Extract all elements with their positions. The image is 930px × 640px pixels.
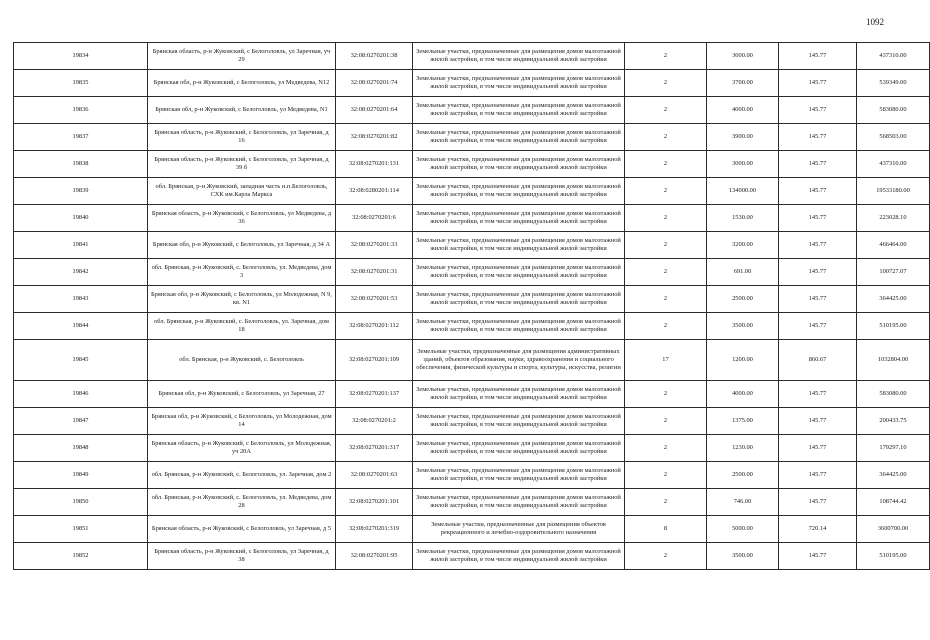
use-code-cell: 2: [625, 124, 707, 151]
area-cell: 2500.00: [707, 286, 779, 313]
row-number-cell: 19835: [14, 70, 148, 97]
row-number-cell: 19834: [14, 43, 148, 70]
row-number-cell: 19852: [14, 543, 148, 570]
cadastral-number-cell: 32:08:0270201:74: [336, 70, 413, 97]
area-cell: 3500.00: [707, 543, 779, 570]
cadastral-number-cell: 32:08:0270201:319: [336, 516, 413, 543]
page-number: 1092: [866, 17, 884, 27]
address-cell: Брянская обл, р-н Жуковский, с Белоголовль, ул Молодежная, дом 14: [148, 408, 336, 435]
area-cell: 4000.00: [707, 381, 779, 408]
address-cell: Брянская обл, р-н Жуковский, с Белоголовль, ул Заречная, д 34 А: [148, 232, 336, 259]
use-code-cell: 2: [625, 151, 707, 178]
rate-cell: 720.14: [779, 516, 857, 543]
rate-cell: 145.77: [779, 462, 857, 489]
address-cell: Брянская область, р-н Жуковский, с Белоголовль, ул Заречная, д 38: [148, 543, 336, 570]
table-row: [14, 462, 930, 489]
cadastral-number-cell: 32:08:0270201:82: [336, 124, 413, 151]
row-number-cell: 19842: [14, 259, 148, 286]
land-use-cell: Земельные участки, предназначенные для размещения домов малоэтажной жилой застройки, в том числе индивидуальной жилой застройки: [413, 381, 625, 408]
use-code-cell: 2: [625, 408, 707, 435]
row-number-cell: 19849: [14, 462, 148, 489]
table-body: [14, 43, 930, 570]
land-use-cell: Земельные участки, предназначенные для размещения домов малоэтажной жилой застройки, в том числе индивидуальной жилой застройки: [413, 43, 625, 70]
rate-cell: 145.77: [779, 313, 857, 340]
table-row: [14, 70, 930, 97]
land-use-cell: Земельные участки, предназначенные для размещения объектов рекреационного и лечебно-оздоровительного назначения: [413, 516, 625, 543]
address-cell: Брянская обл, р-н Жуковский, с Белоголовль, ул Молодежная, N 9, кв. N1: [148, 286, 336, 313]
area-cell: 3900.00: [707, 124, 779, 151]
cadastral-value-cell: 568503.00: [857, 124, 930, 151]
address-cell: Брянская обл, р-н Жуковский, с Белоголовль, ул Медведева, N12: [148, 70, 336, 97]
cadastral-number-cell: 32:08:0270201:31: [336, 259, 413, 286]
row-number-cell: 19840: [14, 205, 148, 232]
cadastral-number-cell: 32:08:0270201:109: [336, 340, 413, 381]
address-cell: обл. Брянская, р-н Жуковский, с. Белоголовль, ул. Медведева, дом 28: [148, 489, 336, 516]
cadastral-number-cell: 32:08:0270201:33: [336, 232, 413, 259]
row-number-cell: 19848: [14, 435, 148, 462]
table-row: [14, 286, 930, 313]
row-number-cell: 19847: [14, 408, 148, 435]
table-row: [14, 97, 930, 124]
use-code-cell: 2: [625, 205, 707, 232]
rate-cell: 145.77: [779, 178, 857, 205]
table-row: [14, 124, 930, 151]
table-row: [14, 313, 930, 340]
address-cell: Брянская область, р-н Жуковский, с Белоголовль, ул Заречная, д 5: [148, 516, 336, 543]
address-cell: обл. Брянская, р-н Жуковский, с. Белоголовль, ул. Заречная, дом 18: [148, 313, 336, 340]
rate-cell: 145.77: [779, 408, 857, 435]
area-cell: 1200.00: [707, 340, 779, 381]
row-number-cell: 19850: [14, 489, 148, 516]
land-use-cell: Земельные участки, предназначенные для размещения домов малоэтажной жилой застройки, в том числе индивидуальной жилой застройки: [413, 205, 625, 232]
use-code-cell: 2: [625, 259, 707, 286]
cadastral-value-cell: 437310.00: [857, 151, 930, 178]
area-cell: 3500.00: [707, 313, 779, 340]
table-row: [14, 408, 930, 435]
land-use-cell: Земельные участки, предназначенные для размещения домов малоэтажной жилой застройки, в том числе индивидуальной жилой застройки: [413, 232, 625, 259]
rate-cell: 145.77: [779, 205, 857, 232]
land-use-cell: Земельные участки, предназначенные для размещения домов малоэтажной жилой застройки, в том числе индивидуальной жилой застройки: [413, 259, 625, 286]
area-cell: 746.00: [707, 489, 779, 516]
area-cell: 3200.00: [707, 232, 779, 259]
cadastral-number-cell: 32:08:0270201:112: [336, 313, 413, 340]
land-use-cell: Земельные участки, предназначенные для размещения домов малоэтажной жилой застройки, в том числе индивидуальной жилой застройки: [413, 489, 625, 516]
area-cell: 3700.00: [707, 70, 779, 97]
rate-cell: 145.77: [779, 232, 857, 259]
land-use-cell: Земельные участки, предназначенные для размещения домов малоэтажной жилой застройки, в том числе индивидуальной жилой застройки: [413, 151, 625, 178]
cadastral-value-cell: 510195.00: [857, 313, 930, 340]
land-use-cell: Земельные участки, предназначенные для размещения домов малоэтажной жилой застройки, в том числе индивидуальной жилой застройки: [413, 97, 625, 124]
table-row: [14, 205, 930, 232]
cadastral-value-cell: 179297.10: [857, 435, 930, 462]
cadastral-value-cell: 539349.00: [857, 70, 930, 97]
land-use-cell: Земельные участки, предназначенные для размещения домов малоэтажной жилой застройки, в том числе индивидуальной жилой застройки: [413, 178, 625, 205]
cadastral-number-cell: 32:08:0270201:63: [336, 462, 413, 489]
area-cell: 691.00: [707, 259, 779, 286]
address-cell: обл. Брянская, р-н Жуковский, западная часть н.п.Белоголовль, СХК им.Карла Маркса: [148, 178, 336, 205]
land-use-cell: Земельные участки, предназначенные для размещения домов малоэтажной жилой застройки, в том числе индивидуальной жилой застройки: [413, 124, 625, 151]
land-use-cell: Земельные участки, предназначенные для размещения домов малоэтажной жилой застройки, в том числе индивидуальной жилой застройки: [413, 435, 625, 462]
area-cell: 1375.00: [707, 408, 779, 435]
table-row: [14, 340, 930, 381]
cadastral-number-cell: 32:08:0270201:137: [336, 381, 413, 408]
address-cell: Брянская обл, р-н Жуковский, с Белоголовль, ул Медведева, N1: [148, 97, 336, 124]
address-cell: обл. Брянская, р-н Жуковский, с. Белоголовль: [148, 340, 336, 381]
row-number-cell: 19843: [14, 286, 148, 313]
row-number-cell: 19837: [14, 124, 148, 151]
land-use-cell: Земельные участки, предназначенные для размещения административных зданий, объектов образования, науки, здравоохранения и социального обеспечения, физической культуры и спорта, культуры, искусства, религии: [413, 340, 625, 381]
cadastral-value-cell: 583080.00: [857, 381, 930, 408]
cadastral-number-cell: 32:08:0270201:38: [336, 43, 413, 70]
table-row: [14, 381, 930, 408]
table-row: [14, 543, 930, 570]
use-code-cell: 2: [625, 489, 707, 516]
area-cell: 4000.00: [707, 97, 779, 124]
cadastral-number-cell: 32:08:0270201:317: [336, 435, 413, 462]
cadastral-value-cell: 437310.00: [857, 43, 930, 70]
cadastral-value-cell: 1032804.00: [857, 340, 930, 381]
use-code-cell: 2: [625, 43, 707, 70]
cadastral-value-cell: 364425.00: [857, 462, 930, 489]
use-code-cell: 8: [625, 516, 707, 543]
rate-cell: 145.77: [779, 489, 857, 516]
cadastral-value-cell: 3600700.00: [857, 516, 930, 543]
rate-cell: 860.67: [779, 340, 857, 381]
use-code-cell: 2: [625, 543, 707, 570]
area-cell: 1230.00: [707, 435, 779, 462]
rate-cell: 145.77: [779, 381, 857, 408]
area-cell: 1530.00: [707, 205, 779, 232]
use-code-cell: 2: [625, 178, 707, 205]
cadastral-number-cell: 32:08:0270201:131: [336, 151, 413, 178]
address-cell: Брянская область, р-н Жуковский, с Белоголовль, ул Медведева, д 36: [148, 205, 336, 232]
address-cell: обл. Брянская, р-н Жуковский, с. Белоголовль, ул. Заречная, дом 2: [148, 462, 336, 489]
address-cell: Брянская обл, р-н Жуковский, с Белоголовль, ул Заречная, 27: [148, 381, 336, 408]
land-use-cell: Земельные участки, предназначенные для размещения домов малоэтажной жилой застройки, в том числе индивидуальной жилой застройки: [413, 286, 625, 313]
rate-cell: 145.77: [779, 70, 857, 97]
cadastral-number-cell: 32:08:0270201:95: [336, 543, 413, 570]
rate-cell: 145.77: [779, 543, 857, 570]
rate-cell: 145.77: [779, 259, 857, 286]
rate-cell: 145.77: [779, 151, 857, 178]
area-cell: 3000.00: [707, 151, 779, 178]
cadastral-value-cell: 510195.00: [857, 543, 930, 570]
address-cell: обл. Брянская, р-н Жуковский, с. Белоголовль, ул. Медведева, дом 3: [148, 259, 336, 286]
land-use-cell: Земельные участки, предназначенные для размещения домов малоэтажной жилой застройки, в том числе индивидуальной жилой застройки: [413, 462, 625, 489]
row-number-cell: 19841: [14, 232, 148, 259]
rate-cell: 145.77: [779, 97, 857, 124]
address-cell: Брянская область, р-н Жуковский, с Белоголовль, ул Заречная, д 16: [148, 124, 336, 151]
land-use-cell: Земельные участки, предназначенные для размещения домов малоэтажной жилой застройки, в том числе индивидуальной жилой застройки: [413, 313, 625, 340]
table-row: [14, 151, 930, 178]
table-row: [14, 435, 930, 462]
cadastral-number-cell: 32:08:0280201:114: [336, 178, 413, 205]
use-code-cell: 2: [625, 435, 707, 462]
land-use-cell: Земельные участки, предназначенные для размещения домов малоэтажной жилой застройки, в том числе индивидуальной жилой застройки: [413, 70, 625, 97]
land-register-table: [13, 42, 930, 570]
rate-cell: 145.77: [779, 435, 857, 462]
cadastral-value-cell: 583080.00: [857, 97, 930, 124]
table-row: [14, 178, 930, 205]
row-number-cell: 19838: [14, 151, 148, 178]
use-code-cell: 2: [625, 462, 707, 489]
row-number-cell: 19846: [14, 381, 148, 408]
rate-cell: 145.77: [779, 286, 857, 313]
land-use-cell: Земельные участки, предназначенные для размещения домов малоэтажной жилой застройки, в том числе индивидуальной жилой застройки: [413, 543, 625, 570]
use-code-cell: 2: [625, 313, 707, 340]
land-use-cell: Земельные участки, предназначенные для размещения домов малоэтажной жилой застройки, в том числе индивидуальной жилой застройки: [413, 408, 625, 435]
address-cell: Брянская область, р-н Жуковский, с Белоголовль, ул Заречная, д 39 б: [148, 151, 336, 178]
rate-cell: 145.77: [779, 43, 857, 70]
area-cell: 5000.00: [707, 516, 779, 543]
row-number-cell: 19851: [14, 516, 148, 543]
table-row: [14, 259, 930, 286]
cadastral-value-cell: 466464.00: [857, 232, 930, 259]
cadastral-number-cell: 32:08:0270201:2: [336, 408, 413, 435]
use-code-cell: 17: [625, 340, 707, 381]
table-row: [14, 232, 930, 259]
table-row: [14, 516, 930, 543]
cadastral-value-cell: 19533180.00: [857, 178, 930, 205]
cadastral-number-cell: 32:08:0270201:64: [336, 97, 413, 124]
area-cell: 134000.00: [707, 178, 779, 205]
table-row: [14, 43, 930, 70]
row-number-cell: 19836: [14, 97, 148, 124]
cadastral-value-cell: 223028.10: [857, 205, 930, 232]
cadastral-value-cell: 364425.00: [857, 286, 930, 313]
area-cell: 2500.00: [707, 462, 779, 489]
cadastral-value-cell: 200433.75: [857, 408, 930, 435]
cadastral-value-cell: 108744.42: [857, 489, 930, 516]
cadastral-value-cell: 100727.07: [857, 259, 930, 286]
cadastral-number-cell: 32:08:0270201:53: [336, 286, 413, 313]
rate-cell: 145.77: [779, 124, 857, 151]
use-code-cell: 2: [625, 381, 707, 408]
area-cell: 3000.00: [707, 43, 779, 70]
row-number-cell: 19839: [14, 178, 148, 205]
address-cell: Брянская область, р-н Жуковский, с Белоголовль, ул Молодежная, уч 20А: [148, 435, 336, 462]
address-cell: Брянская область, р-н Жуковский, с Белоголовль, ул Заречная, уч 29: [148, 43, 336, 70]
use-code-cell: 2: [625, 232, 707, 259]
table-row: [14, 489, 930, 516]
cadastral-number-cell: 32:08:0270201:6: [336, 205, 413, 232]
row-number-cell: 19844: [14, 313, 148, 340]
use-code-cell: 2: [625, 286, 707, 313]
use-code-cell: 2: [625, 70, 707, 97]
cadastral-number-cell: 32:08:0270201:101: [336, 489, 413, 516]
use-code-cell: 2: [625, 97, 707, 124]
row-number-cell: 19845: [14, 340, 148, 381]
